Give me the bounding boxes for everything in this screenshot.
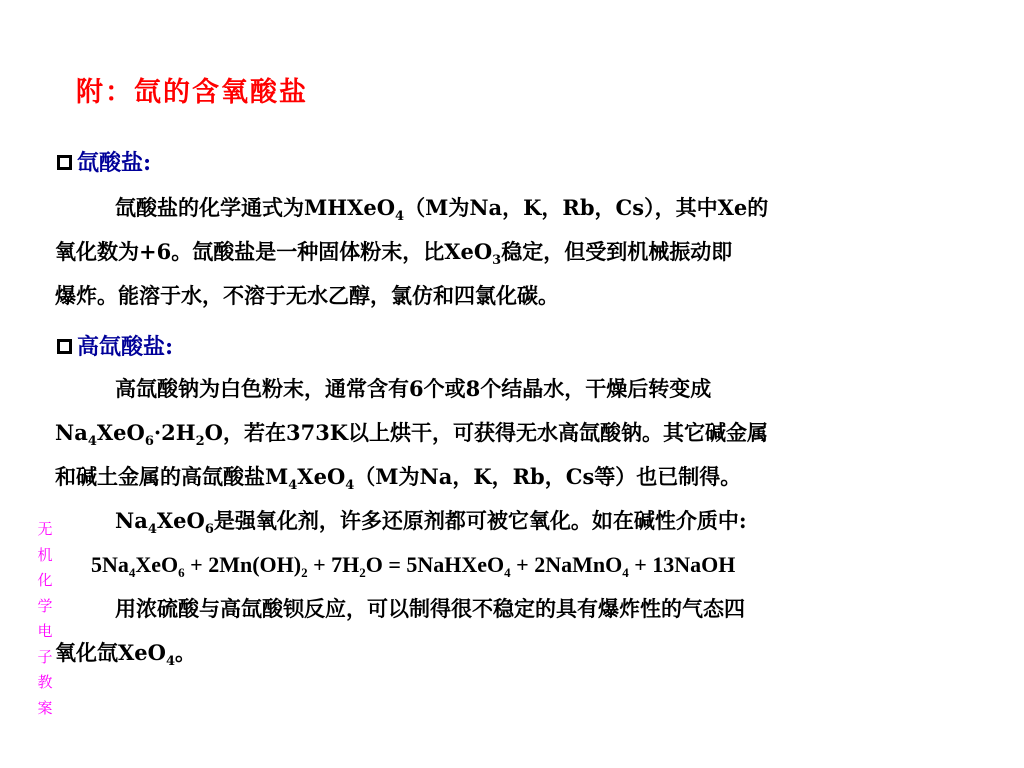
section-heading-perxenate: [57, 330, 173, 361]
paragraph-xenate: [55, 186, 768, 318]
text-line: 爆炸。能溶于水，不溶于无水乙醇，氯仿和四氯化碳。: [55, 283, 559, 308]
section-heading-text: 高氙酸盐:: [77, 334, 174, 360]
section-heading-xenate: [57, 146, 151, 177]
page-title: 附：氙的含氧酸盐: [76, 77, 308, 108]
text-line: 氙酸盐的化学通式为MHXeO$_4$（M为Na，K，Rb，Cs），其中Xe的: [115, 195, 769, 224]
section-heading-text: 氙酸盐:: [77, 150, 152, 176]
text-line: $Na_4XeO_6\cdot 2H_2O$，若在373K以上烘干，可获得无水高氙酸钠。其它碱金属: [55, 420, 769, 449]
text-line: 和碱土金属的高氙酸盐$M_4XeO_4(M$为Na，K，Rb，Cs等）也已制得。: [55, 464, 742, 493]
side-label: 无机化学电子教案: [37, 520, 53, 717]
chemical-equation: $5Na_4XeO_6 + 2Mn(OH)_2 + 7H_2O$ = 5NaHXeO$_4$ + 2NaMnO$_4$ + 13NaOH: [91, 552, 736, 580]
paragraph-perxenate: [55, 367, 768, 675]
text-line: $Na_4XeO_6$是强氧化剂，许多还原剂都可被它氧化。如在碱性介质中:: [115, 508, 747, 537]
text-line: 氧化氙XeO$_4$。: [55, 640, 196, 669]
checkbox-bullet-icon: [57, 155, 72, 170]
checkbox-bullet-icon: [57, 339, 72, 354]
text-line: 用浓硫酸与高氙酸钡反应，可以制得很不稳定的具有爆炸性的气态四: [115, 596, 745, 621]
text-line: 氧化数为+6。氙酸盐是一种固体粉末，比XeO$_3$稳定，但受到机械振动即: [55, 239, 733, 268]
text-line: 高氙酸钠为白色粉末，通常含有6个或8个结晶水，干燥后转变成: [115, 376, 712, 401]
